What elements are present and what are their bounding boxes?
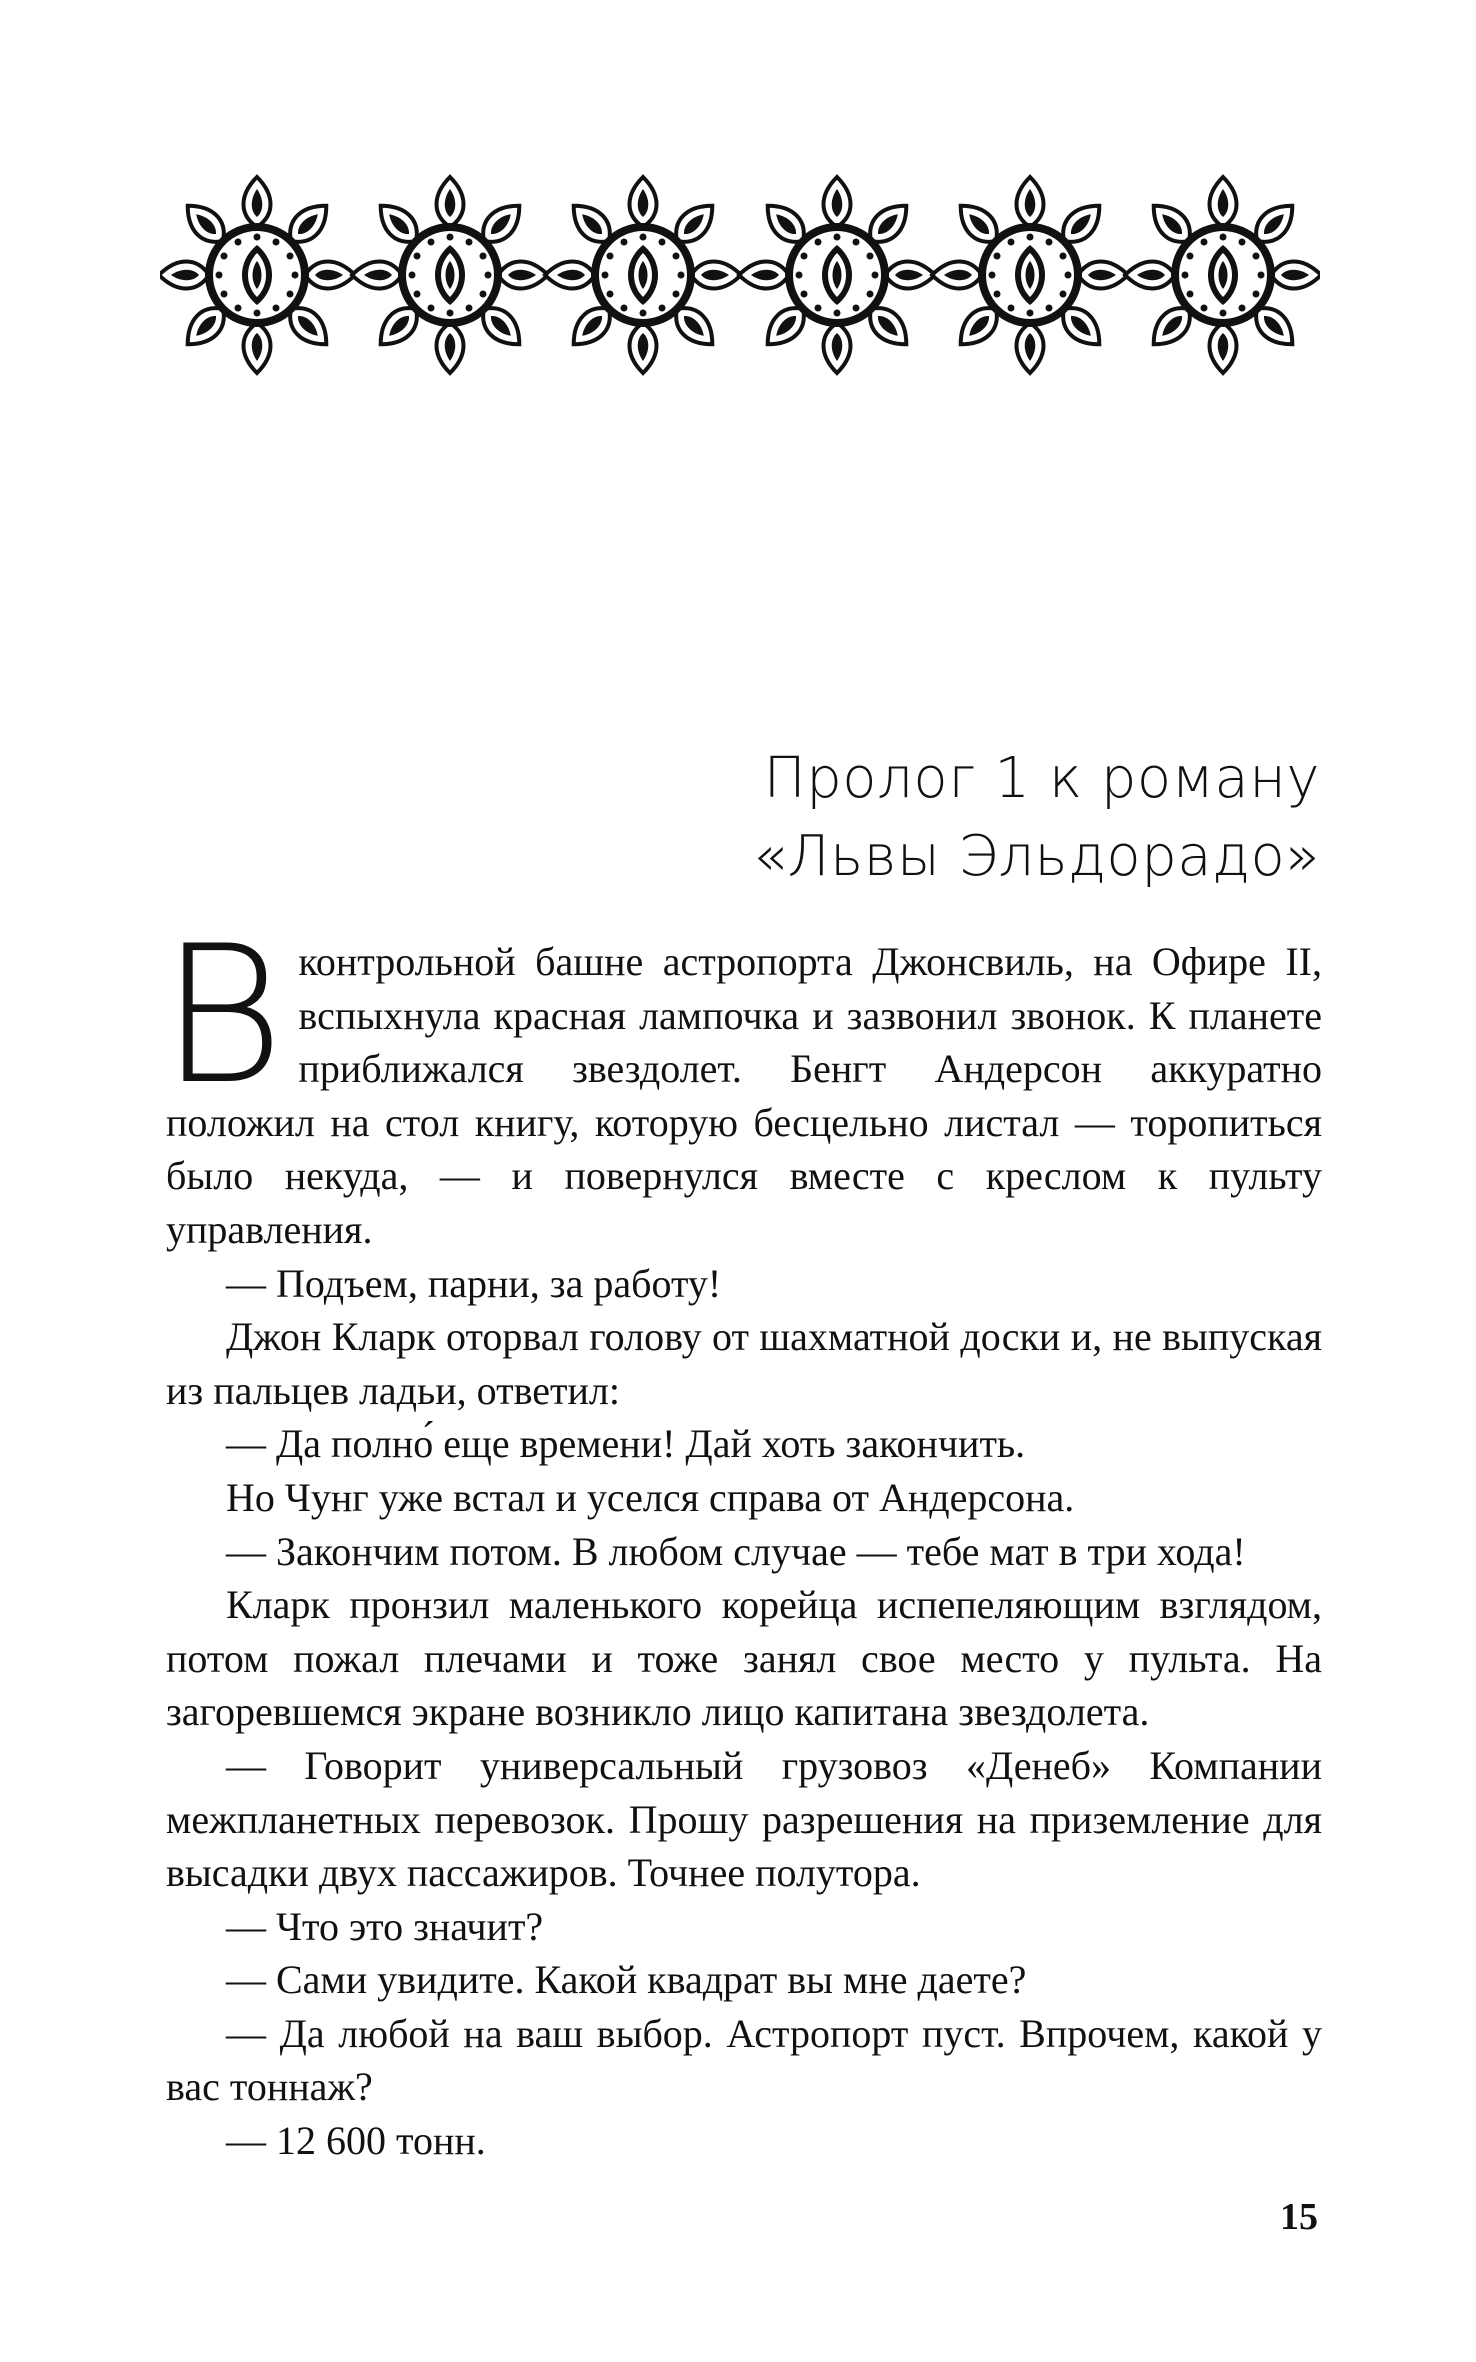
chapter-title-line-1: Пролог 1 к роману (763, 746, 1320, 811)
paragraph: — Да любой на ваш выбор. Астропорт пуст. Впрочем, какой у вас тоннаж? (166, 2010, 1322, 2110)
paragraph-text: контрольной башне астропорта Джонсвиль, на Офире II, вспыхнула красная лампочка и зазвонил звонок. К планете приближался звездолет. Бенгт Андерсон аккуратно положил на стол книгу, которую бесцельно листал — торопиться было некуда, — и повернулся вместе с креслом к пульту управления. (166, 939, 1322, 1252)
chapter-title (220, 740, 1320, 896)
paragraph: Джон Кларк оторвал голову от шахматной доски и, не выпуская из пальцев ладьи, ответил: (166, 1314, 1322, 1413)
paragraph: — Говорит универсальный грузовоз «Денеб» Компании межпланетных перевозок. Прошу разрешения на приземление для высадки двух пассажиров. Точнее полутора. (166, 1742, 1322, 1896)
paragraph: — 12 600 тонн. (226, 2118, 486, 2164)
paragraph: — Закончим потом. В любом случае — тебе мат в три хода! (226, 1528, 1246, 1574)
page-number: 15 (1280, 2196, 1318, 2238)
paragraph: Но Чунг уже встал и уселся справа от Андерсона. (226, 1474, 1075, 1520)
paragraph: Кларк пронзил маленького корейца испепеляющим взглядом, потом пожал плечами и тоже занял свое место у пульта. На загоревшемся экране возникло лицо капитана звездолета. (166, 1582, 1322, 1735)
flower-ornament-icon (160, 170, 1320, 380)
paragraph: — Подъем, парни, за работу! (226, 1260, 722, 1306)
paragraph: — Сами увидите. Какой квадрат вы мне даете? (226, 1957, 1027, 2003)
paragraph: — Что это значит? (226, 1903, 544, 1949)
chapter-body (160, 905, 1322, 2168)
drop-cap: В (160, 905, 285, 1126)
chapter-title-line-2: «Львы Эльдорадо» (752, 824, 1320, 889)
paragraph (160, 905, 1322, 1257)
paragraph: — Да полно́ еще времени! Дай хоть закончить. (226, 1421, 1026, 1467)
